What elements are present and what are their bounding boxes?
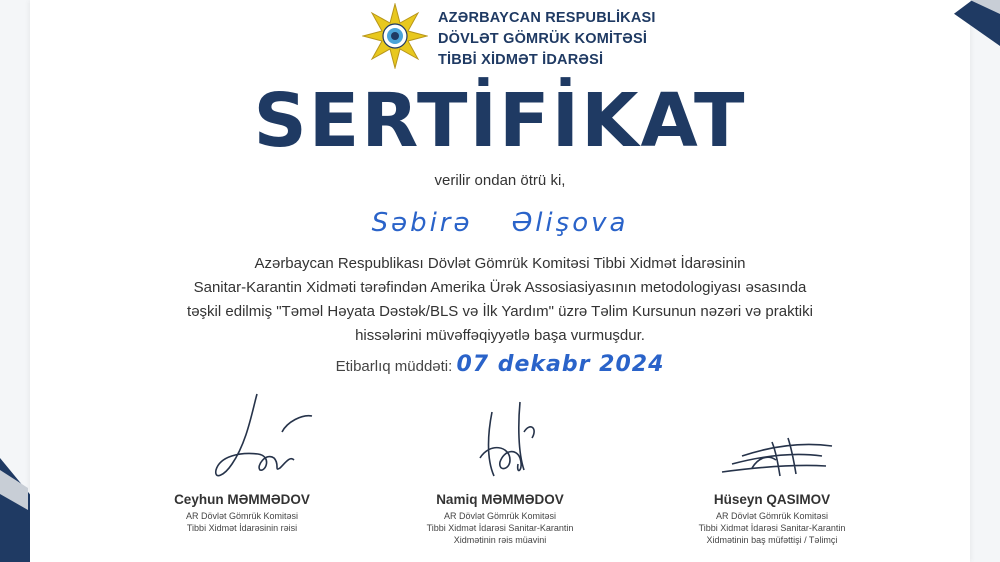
signer-3-role-line-1: AR Dövlət Gömrük Komitəsi	[715, 511, 829, 521]
signer-3-role-line-3: Xidmətinin baş müfəttişi / Təlimçi	[706, 535, 838, 545]
certificate-body	[120, 252, 880, 348]
signer-block-2	[380, 372, 620, 546]
signer-3-role	[652, 510, 892, 546]
signer-1-role-line-2: Tibbi Xidmət İdarəsinin rəisi	[186, 523, 298, 533]
signer-2-name: Namiq MƏMMƏDOV	[436, 492, 564, 507]
signer-1-role	[122, 510, 362, 534]
customs-star-emblem-icon	[362, 3, 428, 69]
issuer-line-1: AZƏRBAYCAN RESPUBLİKASI	[438, 10, 656, 26]
body-line-3: təşkil edilmiş "Təməl Həyata Dəstək/BLS və İlk Yardım" üzrə Təlim Kursunun nəzəri və praktiki	[187, 303, 813, 320]
signer-2-role-line-1: AR Dövlət Gömrük Komitəsi	[443, 511, 557, 521]
signer-2-role	[380, 510, 620, 546]
signer-2-role-line-2: Tibbi Xidmət İdarəsi Sanitar-Karantin	[426, 523, 574, 533]
recipient-name: Səbirə Əlişova	[371, 208, 629, 238]
signer-1-name: Ceyhun MƏMMƏDOV	[174, 492, 310, 507]
signer-block-1	[122, 372, 362, 534]
body-line-2: Sanitar-Karantin Xidməti tərəfindən Amerika Ürək Assosiasiyasının metodologiyası əsasında	[193, 279, 807, 296]
certificate-title: SERTİFİKAT	[253, 78, 747, 164]
signer-block-3	[652, 372, 892, 546]
validity-date: 07 dekabr 2024	[456, 352, 665, 377]
issuer-line-3: TİBBİ XİDMƏT İDARƏSİ	[438, 52, 604, 68]
signer-1-role-line-1: AR Dövlət Gömrük Komitəsi	[185, 511, 299, 521]
issuer-block	[438, 8, 656, 71]
signature-1	[162, 372, 322, 490]
signer-3-role-line-2: Tibbi Xidmət İdarəsi Sanitar-Karantin	[698, 523, 846, 533]
certificate-subtitle: verilir ondan ötrü ki,	[434, 172, 566, 189]
signature-2	[420, 372, 580, 490]
validity-label: Etibarlıq müddəti:	[335, 358, 453, 375]
signer-2-role-line-3: Xidmətinin rəis müavini	[453, 535, 547, 545]
body-line-4: hissələrini müvəffəqiyyətlə başa vurmuşdur.	[355, 327, 645, 344]
body-line-1: Azərbaycan Respublikası Dövlət Gömrük Komitəsi Tibbi Xidmət İdarəsinin	[254, 255, 746, 272]
signer-3-name: Hüseyn QASIMOV	[713, 492, 831, 507]
signature-3	[692, 372, 852, 490]
issuer-line-2: DÖVLƏT GÖMRÜK KOMİTƏSİ	[438, 31, 648, 47]
